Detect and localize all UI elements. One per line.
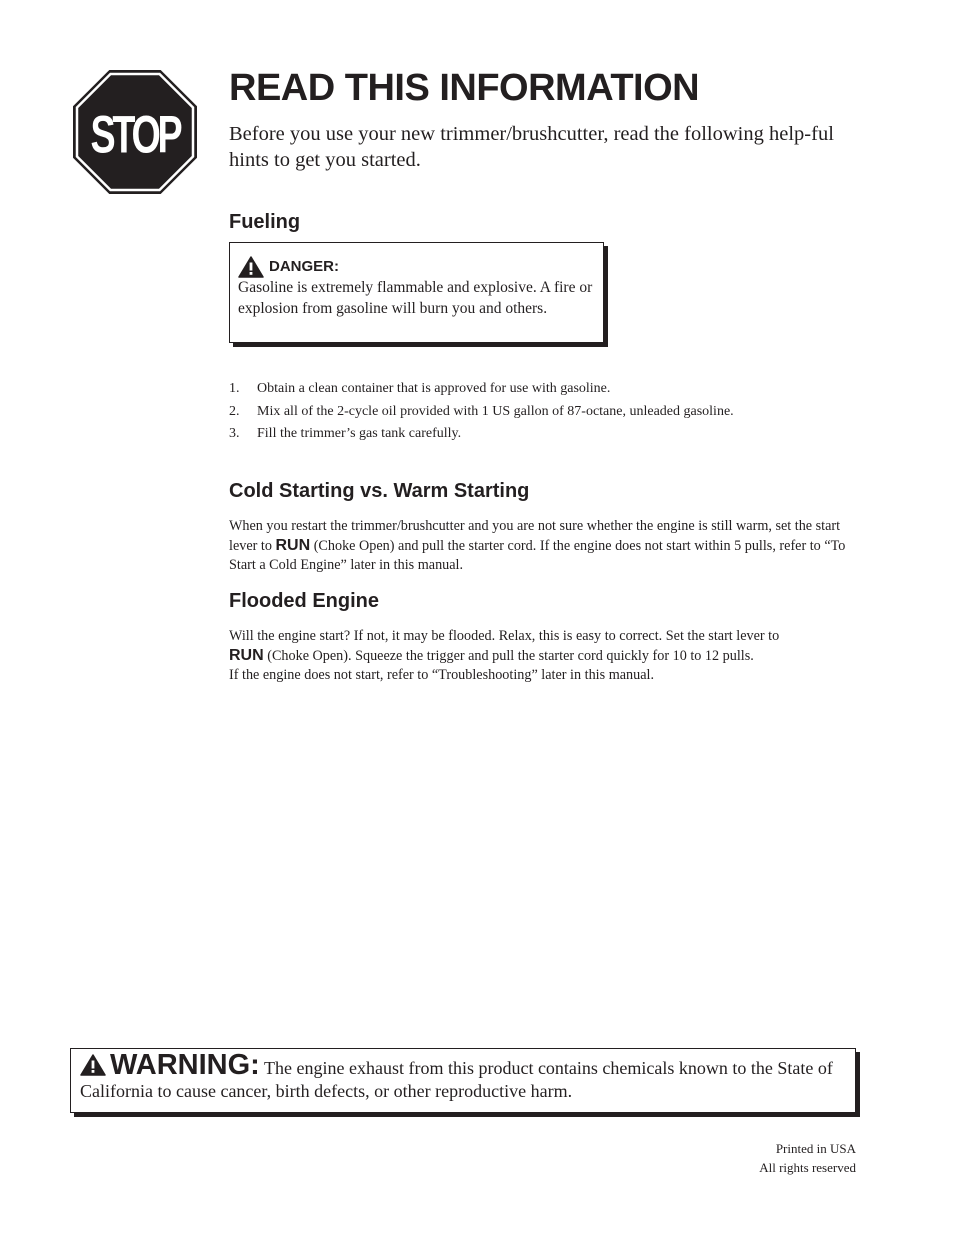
footer-printed: Printed in USA [775, 1141, 856, 1156]
step-text: Fill the trimmer’s gas tank carefully. [257, 426, 462, 441]
warning-label: WARNING: [110, 1049, 260, 1081]
flooded-engine-heading: Flooded Engine [229, 590, 379, 612]
intro-text: Before you use your new trimmer/brushcutter, read the following help-ful hints to get you started. [229, 123, 834, 171]
step-text: Mix all of the 2-cycle oil provided with 1 US gallon of 87-octane, unleaded gasoline. [257, 403, 734, 419]
warning-box [70, 1048, 856, 1113]
stop-sign-icon [73, 70, 197, 194]
step-number: 2. [229, 403, 240, 419]
warning-text: The engine exhaust from this product contains chemicals known to the State of California to cause cancer, birth defects, or other reproductive harm. [80, 1058, 833, 1101]
list-item [229, 379, 749, 398]
cold-text-after: (Choke Open) and pull the starter cord. If the engine does not start within 5 pulls, refer to “To Start a Cold Engine” later in this manual. [229, 538, 846, 573]
flooded-text-line2: If the engine does not start, refer to “Troubleshooting” later in this manual. [229, 667, 654, 683]
cold-starting-heading: Cold Starting vs. Warm Starting [229, 480, 530, 502]
page-title: READ THIS INFORMATION [229, 67, 700, 109]
list-item [229, 424, 749, 443]
danger-label: DANGER: [269, 258, 339, 275]
danger-text: Gasoline is extremely flammable and explosive. A fire or explosion from gasoline will burn you and others. [238, 279, 593, 317]
list-item [229, 402, 749, 421]
step-number: 1. [229, 381, 240, 396]
fueling-heading: Fueling [229, 211, 301, 233]
footer-rights: All rights reserved [759, 1160, 856, 1175]
fueling-steps [229, 379, 749, 447]
run-label: RUN [229, 647, 264, 664]
step-number: 3. [229, 426, 240, 441]
warning-triangle-icon [80, 1054, 106, 1076]
flooded-engine-text [229, 627, 857, 685]
cold-text-before: When you restart the trimmer/brushcutter and you are not sure whether the engine is still warm, set the start lever to [229, 518, 841, 554]
cold-starting-text [229, 517, 857, 575]
warning-triangle-icon [238, 256, 264, 278]
run-label: RUN [275, 537, 311, 554]
stop-sign-label: STOP [90, 104, 180, 165]
footer [759, 1139, 856, 1177]
danger-box [229, 242, 604, 343]
flooded-text-before: Will the engine start? If not, it may be flooded. Relax, this is easy to correct. Set the start lever to [229, 628, 780, 644]
step-text: Obtain a clean container that is approved for use with gasoline. [257, 381, 611, 396]
flooded-text-after: (Choke Open). Squeeze the trigger and pull the starter cord quickly for 10 to 12 pulls. [263, 648, 754, 664]
